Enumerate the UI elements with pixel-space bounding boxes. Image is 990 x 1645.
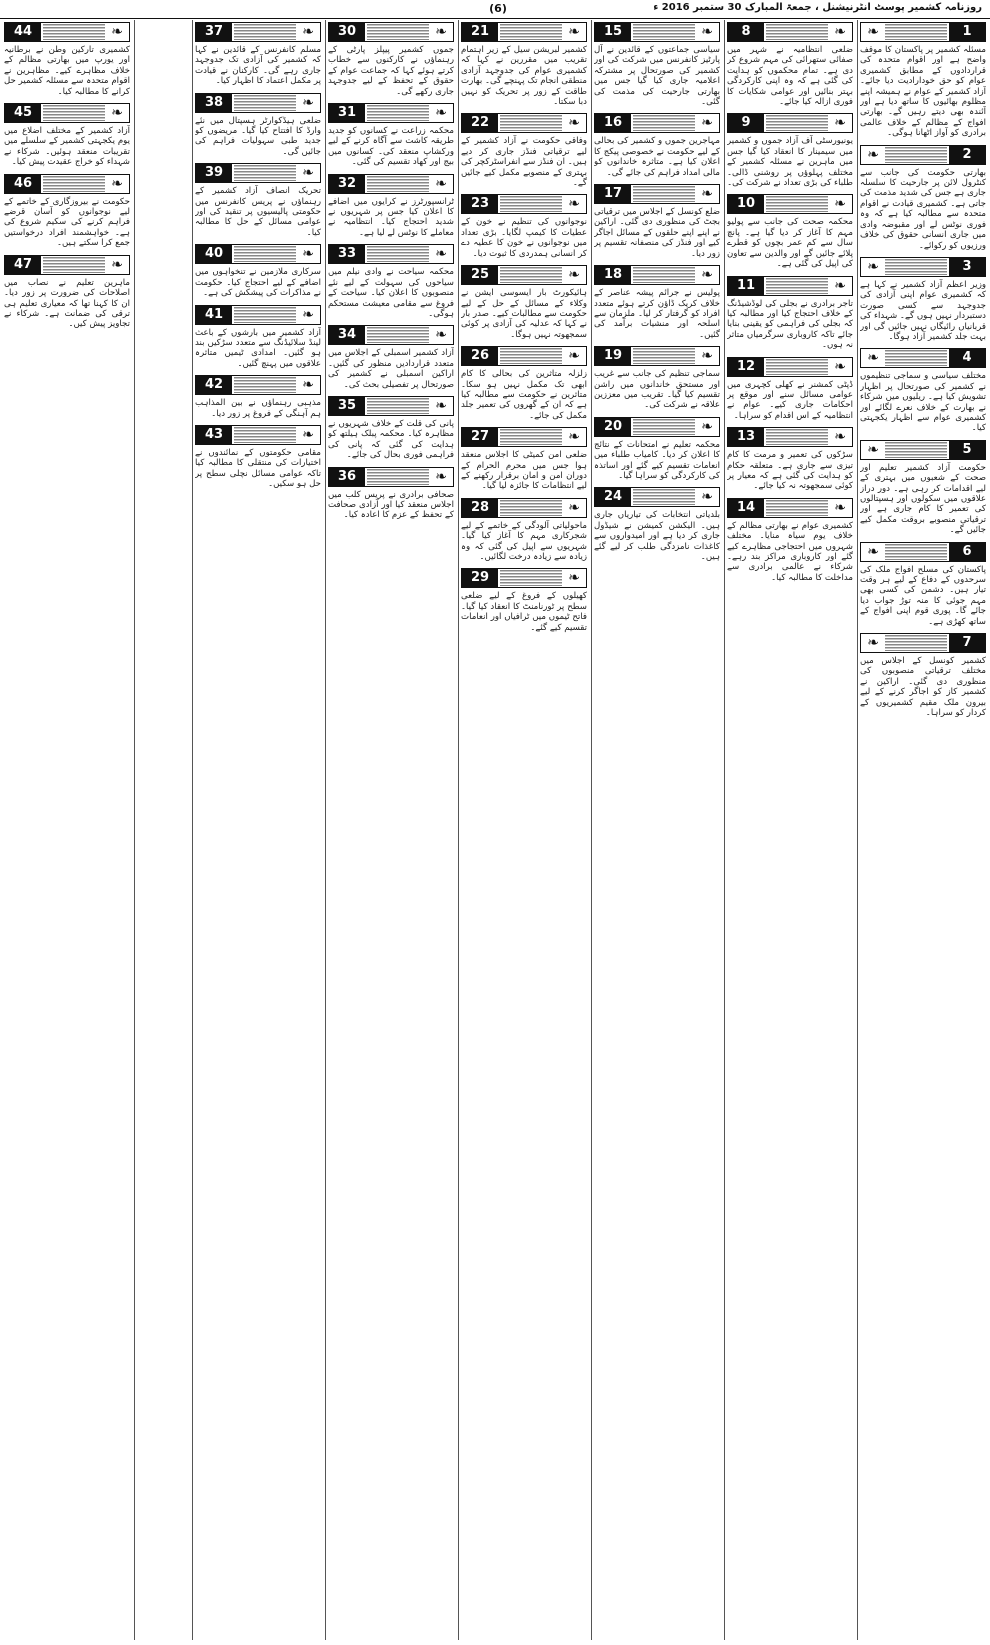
- item-number-banner: [195, 163, 321, 183]
- column-rule: [458, 20, 459, 1640]
- news-item-text: نوجوانوں کی تنظیم نے خون کے عطیات کا کیمپ لگایا۔ بڑی تعداد میں نوجوانوں نے خون کا عطیہ دے کر انسانی ہمدردی کا ثبوت دیا۔: [461, 217, 587, 259]
- news-item-text: کھیلوں کے فروغ کے لیے ضلعی سطح پر ٹورنامنٹ کا انعقاد کیا گیا۔ فاتح ٹیموں میں ٹرافیاں اور انعامات تقسیم کیے گئے۔: [461, 591, 587, 633]
- item-number: 38: [196, 94, 232, 112]
- item-number-banner: [328, 325, 454, 345]
- news-item-text: مسئلہ کشمیر پر پاکستان کا موقف واضح ہے اور اقوام متحدہ کی قراردادوں کے مطابق کشمیری عوام کو حق خودارادیت دیا جائے۔ آزاد کشمیر کے عوام نے ہمیشہ اپنے مظلوم بھائیوں کا ساتھ دیا ہے اور آئندہ بھی دیتے رہیں گے۔ بھارتی افواج کے مظالم کے خلاف عالمی برادری کو آواز اٹھانا ہوگی۔: [860, 45, 986, 139]
- bird-icon: ❧: [568, 429, 580, 446]
- news-item: [594, 22, 720, 107]
- item-number: 30: [329, 23, 365, 41]
- news-item-text: سرکاری ملازمین نے تنخواہوں میں اضافے کے لیے احتجاج کیا۔ حکومت نے مذاکرات کی پیشکش کی ہے۔: [195, 267, 321, 299]
- bird-icon: ❧: [834, 115, 846, 132]
- banner-stripes: [885, 442, 947, 458]
- bird-icon: ❧: [435, 327, 447, 344]
- news-item-text: وفاقی حکومت نے آزاد کشمیر کے لیے ترقیاتی فنڈز جاری کر دیے ہیں۔ ان فنڈز سے انفراسٹرکچر کی بہتری کے منصوبے مکمل کیے جائیں گے۔: [461, 136, 587, 189]
- banner-stripes: [766, 115, 828, 131]
- item-number-banner: [328, 174, 454, 194]
- item-number: 26: [462, 347, 498, 365]
- news-column: [4, 22, 130, 1640]
- news-item: [727, 276, 853, 351]
- news-item: [195, 375, 321, 419]
- banner-stripes: [500, 429, 562, 445]
- news-item-text: ضلعی انتظامیہ نے شہر میں صفائی ستھرائی کی مہم شروع کر دی ہے۔ تمام محکموں کو ہدایت کی گئی ہے کہ وہ اپنی کارکردگی بہتر بنائیں اور عوامی شکایات کا فوری ازالہ کیا جائے۔: [727, 45, 853, 108]
- news-item: [594, 184, 720, 259]
- news-item-text: مہاجرین جموں و کشمیر کی بحالی کے لیے حکومت نے خصوصی پیکج کا اعلان کیا ہے۔ متاثرہ خاندانوں کو مالی امداد فراہم کی جائے گی۔: [594, 136, 720, 178]
- bird-icon: ❧: [568, 267, 580, 284]
- bird-icon: ❧: [867, 24, 879, 40]
- news-item: [461, 194, 587, 259]
- column-rule: [134, 20, 135, 1640]
- item-number: 13: [728, 428, 764, 446]
- item-number: 33: [329, 245, 365, 263]
- item-number: 29: [462, 569, 498, 587]
- item-number: 42: [196, 376, 232, 394]
- item-number: 25: [462, 266, 498, 284]
- bird-icon: ❧: [701, 348, 713, 365]
- column-rule: [192, 20, 193, 1640]
- news-item: [195, 305, 321, 370]
- banner-stripes: [885, 544, 947, 560]
- bird-icon: ❧: [435, 175, 447, 192]
- item-number: 3: [949, 258, 985, 276]
- item-number-banner: [860, 348, 986, 368]
- news-item: [461, 22, 587, 107]
- news-item: [328, 244, 454, 319]
- item-number-banner: [727, 276, 853, 296]
- news-column: [461, 22, 587, 1640]
- banner-stripes: [234, 377, 296, 393]
- item-number: 1: [949, 23, 985, 41]
- item-number: 4: [949, 349, 985, 367]
- news-item: [4, 255, 130, 330]
- news-item-text: محکمہ صحت کی جانب سے پولیو مہم کا آغاز کر دیا گیا ہے۔ پانچ سال سے کم عمر بچوں کو قطرے پلائے جائیں گے اور والدین سے تعاون کی اپیل کی گئی ہے۔: [727, 217, 853, 270]
- item-number: 22: [462, 114, 498, 132]
- item-number: 18: [595, 266, 631, 284]
- bird-icon: ❧: [435, 397, 447, 414]
- news-item-text: تاجر برادری نے بجلی کی لوڈشیڈنگ کے خلاف احتجاج کیا اور مطالبہ کیا کہ بجلی کی فراہمی کو یقینی بنایا جائے تاکہ کاروباری سرگرمیاں متاثر نہ ہوں۔: [727, 298, 853, 351]
- news-item-text: حکومت نے بیروزگاری کے خاتمے کے لیے نوجوانوں کو آسان قرضے فراہم کرنے کی سکیم شروع کی ہے۔ خواہشمند افراد درخواستیں جمع کرا سکتے ہیں۔: [4, 196, 130, 249]
- news-item: [328, 396, 454, 461]
- news-item: [461, 427, 587, 492]
- item-number: 37: [196, 23, 232, 41]
- banner-stripes: [766, 500, 828, 516]
- item-number-banner: [328, 467, 454, 487]
- item-number-banner: [860, 257, 986, 277]
- news-item-text: کشمیر کونسل کے اجلاس میں مختلف ترقیاتی منصوبوں کی منظوری دی گئی۔ اراکین نے کشمیر کاز کو اجاگر کرنے کے لیے بیرون ملک مقیم کشمیریوں کے کردار کو سراہا۔: [860, 656, 986, 719]
- news-item-text: ماہرین تعلیم نے نصاب میں اصلاحات کی ضرورت پر زور دیا۔ ان کا کہنا تھا کہ معیاری تعلیم ہی ترقی کی ضمانت ہے۔ شرکاء نے تجاویز پیش کیں۔: [4, 277, 130, 330]
- news-item: [195, 425, 321, 490]
- item-number-banner: [860, 440, 986, 460]
- news-item: [860, 348, 986, 433]
- item-number-banner: [727, 427, 853, 447]
- item-number-banner: [461, 113, 587, 133]
- banner-stripes: [367, 24, 429, 40]
- banner-stripes: [766, 429, 828, 445]
- banner-stripes: [500, 115, 562, 131]
- news-item-text: یونیورسٹی آف آزاد جموں و کشمیر میں سیمینار کا انعقاد کیا گیا جس میں ماہرین نے مسئلہ کشمیر کے مختلف پہلوؤں پر روشنی ڈالی۔ طلباء کی بڑی تعداد نے شرکت کی۔: [727, 136, 853, 189]
- news-item: [461, 113, 587, 188]
- news-item: [195, 93, 321, 158]
- banner-stripes: [885, 24, 947, 40]
- item-number: 5: [949, 441, 985, 459]
- banner-stripes: [367, 105, 429, 121]
- news-item: [594, 487, 720, 562]
- bird-icon: ❧: [834, 196, 846, 213]
- news-item-text: زلزلہ متاثرین کی بحالی کا کام ابھی تک مکمل نہیں ہو سکا۔ متاثرین نے حکومت سے مطالبہ کیا ہے کہ ان کے گھروں کی تعمیر جلد مکمل کی جائے۔: [461, 369, 587, 421]
- bird-icon: ❧: [701, 24, 713, 40]
- news-item: [461, 568, 587, 633]
- item-number: 40: [196, 245, 232, 263]
- column-rule: [857, 20, 858, 1640]
- bird-icon: ❧: [568, 115, 580, 132]
- news-item: [594, 417, 720, 482]
- item-number-banner: [860, 633, 986, 653]
- news-item-text: پولیس نے جرائم پیشہ عناصر کے خلاف کریک ڈاؤن کرتے ہوئے متعدد افراد کو گرفتار کر لیا۔ ملزمان سے اسلحہ اور منشیات برآمد کی گئیں۔: [594, 288, 720, 340]
- news-item: [195, 22, 321, 87]
- bird-icon: ❧: [302, 94, 314, 111]
- banner-stripes: [633, 115, 695, 131]
- item-number-banner: [195, 244, 321, 264]
- bird-icon: ❧: [435, 24, 447, 40]
- banner-stripes: [367, 246, 429, 262]
- banner-stripes: [500, 500, 562, 516]
- news-item: [727, 357, 853, 422]
- news-item: [727, 427, 853, 492]
- item-number: 32: [329, 175, 365, 193]
- banner-stripes: [234, 24, 296, 40]
- news-column: [328, 22, 454, 1640]
- page-number: (6): [489, 2, 507, 15]
- item-number-banner: [195, 305, 321, 325]
- item-number-banner: [594, 265, 720, 285]
- item-number: 39: [196, 164, 232, 182]
- banner-stripes: [234, 427, 296, 443]
- item-number-banner: [860, 22, 986, 42]
- bird-icon: ❧: [867, 441, 879, 458]
- item-number: 23: [462, 195, 498, 213]
- news-item-text: بلدیاتی انتخابات کی تیاریاں جاری ہیں۔ الیکشن کمیشن نے شیڈول جاری کر دیا ہے اور امیدواروں سے کاغذات نامزدگی طلب کر لیے گئے ہیں۔: [594, 510, 720, 562]
- item-number-banner: [727, 498, 853, 518]
- item-number-banner: [195, 93, 321, 113]
- bird-icon: ❧: [701, 418, 713, 435]
- bird-icon: ❧: [111, 24, 123, 40]
- news-item-text: محکمہ سیاحت نے وادی نیلم میں سیاحوں کی سہولت کے لیے نئے منصوبوں کا اعلان کیا۔ سیاحت کے فروغ سے مقامی معیشت مستحکم ہوگی۔: [328, 267, 454, 319]
- news-item-text: سیاسی جماعتوں کے قائدین نے آل پارٹیز کانفرنس میں شرکت کی اور کشمیر کی صورتحال پر مشترکہ اعلامیہ جاری کیا گیا جس میں بھارتی جارحیت کی مذمت کی گئی۔: [594, 45, 720, 108]
- bird-icon: ❧: [435, 246, 447, 263]
- news-item-text: کشمیری تارکین وطن نے برطانیہ اور یورپ میں بھارتی مظالم کے خلاف مظاہرے کیے۔ مظاہرین نے اقوام متحدہ سے مسئلہ کشمیر حل کرانے کا مطالبہ کیا۔: [4, 45, 130, 97]
- item-number: 7: [949, 634, 985, 652]
- banner-stripes: [766, 359, 828, 375]
- item-number-banner: [461, 194, 587, 214]
- item-number-banner: [328, 22, 454, 42]
- news-item: [727, 194, 853, 269]
- news-item-text: صحافی برادری نے پریس کلب میں اجلاس منعقد کیا اور آزادی صحافت کے تحفظ کے عزم کا اعادہ کیا۔: [328, 489, 454, 521]
- item-number-banner: [461, 265, 587, 285]
- banner-stripes: [766, 196, 828, 212]
- item-number: 21: [462, 23, 498, 41]
- news-item-text: ہائیکورٹ بار ایسوسی ایشن نے وکلاء کے مسائل کے حل کے لیے حکومت سے مطالبات کیے۔ صدر بار نے کہا کہ عدلیہ کی آزادی پر کوئی سمجھوتہ نہیں ہوگا۔: [461, 288, 587, 340]
- item-number-banner: [594, 184, 720, 204]
- news-item: [860, 22, 986, 139]
- item-number: 11: [728, 277, 764, 295]
- news-item-text: محکمہ زراعت نے کسانوں کو جدید طریقہ کاشت سے آگاہ کرنے کے لیے ورکشاپ منعقد کی۔ کسانوں میں بیج اور کھاد تقسیم کی گئی۔: [328, 126, 454, 168]
- news-item: [4, 174, 130, 249]
- banner-stripes: [234, 246, 296, 262]
- item-number-banner: [195, 425, 321, 445]
- item-number-banner: [594, 417, 720, 437]
- news-item: [727, 22, 853, 107]
- banner-stripes: [234, 95, 296, 111]
- bird-icon: ❧: [111, 256, 123, 273]
- banner-stripes: [43, 176, 105, 192]
- news-item: [860, 257, 986, 342]
- item-number: 14: [728, 499, 764, 517]
- item-number-banner: [328, 103, 454, 123]
- news-item: [461, 346, 587, 421]
- news-item-text: ٹرانسپورٹرز نے کرایوں میں اضافے کا اعلان کیا جس پر شہریوں نے شدید احتجاج کیا۔ انتظامیہ نے معاملے کا نوٹس لے لیا ہے۔: [328, 196, 454, 238]
- news-item: [594, 346, 720, 411]
- column-rule: [724, 20, 725, 1640]
- bird-icon: ❧: [867, 258, 879, 275]
- item-number-banner: [727, 22, 853, 42]
- item-number: 12: [728, 358, 764, 376]
- news-item-text: جموں کشمیر پیپلز پارٹی کے رہنماؤں نے کارکنوں سے خطاب کرتے ہوئے کہا کہ جماعت عوام کے حقوق کے تحفظ کے لیے جدوجہد جاری رکھے گی۔: [328, 45, 454, 97]
- column-rule: [591, 20, 592, 1640]
- banner-stripes: [885, 147, 947, 163]
- news-item-text: ضلعی ہیڈکوارٹر ہسپتال میں نئے وارڈ کا افتتاح کیا گیا۔ مریضوں کو جدید طبی سہولیات فراہم کی جائیں گی۔: [195, 115, 321, 157]
- item-number: 35: [329, 397, 365, 415]
- bird-icon: ❧: [302, 426, 314, 443]
- item-number: 43: [196, 426, 232, 444]
- news-item-text: آزاد کشمیر میں بارشوں کے باعث لینڈ سلائیڈنگ سے متعدد سڑکیں بند ہو گئیں۔ امدادی ٹیمیں متاثرہ علاقوں میں پہنچ گئیں۔: [195, 327, 321, 369]
- item-number: 20: [595, 418, 631, 436]
- news-item-text: مقامی حکومتوں کے نمائندوں نے اختیارات کی منتقلی کا مطالبہ کیا تاکہ عوامی مسائل نچلی سطح پر حل ہو سکیں۔: [195, 447, 321, 490]
- news-column: [860, 22, 986, 1640]
- item-number-banner: [461, 427, 587, 447]
- news-item: [328, 325, 454, 390]
- item-number: 41: [196, 306, 232, 324]
- news-item: [328, 174, 454, 239]
- news-item: [860, 542, 986, 627]
- bird-icon: ❧: [701, 489, 713, 506]
- item-number-banner: [594, 113, 720, 133]
- item-number: 16: [595, 114, 631, 132]
- banner-stripes: [633, 267, 695, 283]
- news-item: [461, 265, 587, 340]
- news-column: [594, 22, 720, 1640]
- bird-icon: ❧: [834, 499, 846, 516]
- bird-icon: ❧: [111, 105, 123, 122]
- news-item-text: آزاد کشمیر اسمبلی کے اجلاس میں متعدد قراردادیں منظور کی گئیں۔ اراکین اسمبلی نے کشمیر کی صورتحال پر تفصیلی بحث کی۔: [328, 348, 454, 390]
- item-number: 9: [728, 114, 764, 132]
- banner-stripes: [367, 327, 429, 343]
- item-number-banner: [4, 22, 130, 42]
- item-number: 24: [595, 488, 631, 506]
- news-item-text: کشمیری عوام نے بھارتی مظالم کے خلاف یوم سیاہ منایا۔ مختلف شہروں میں احتجاجی مظاہرے کیے گئے اور کاروباری مراکز بند رہے۔ شرکاء نے عالمی برادری سے مداخلت کا مطالبہ کیا۔: [727, 520, 853, 583]
- column-rule: [325, 20, 326, 1640]
- banner-stripes: [633, 419, 695, 435]
- item-number-banner: [4, 103, 130, 123]
- bird-icon: ❧: [568, 196, 580, 213]
- banner-stripes: [633, 186, 695, 202]
- news-item-text: ڈپٹی کمشنر نے کھلی کچہری میں عوامی مسائل سنے اور موقع پر احکامات جاری کیے۔ عوام نے انتظامیہ کے اس اقدام کو سراہا۔: [727, 379, 853, 421]
- news-item-text: تحریک انصاف آزاد کشمیر کے رہنماؤں نے پریس کانفرنس میں حکومتی پالیسیوں پر تنقید کی اور عوامی مسائل کے حل کا مطالبہ کیا۔: [195, 186, 321, 238]
- bird-icon: ❧: [568, 570, 580, 587]
- banner-stripes: [500, 348, 562, 364]
- bird-icon: ❧: [701, 115, 713, 132]
- news-item-text: ماحولیاتی آلودگی کے خاتمے کے لیے شجرکاری مہم کا آغاز کیا گیا۔ شہریوں سے اپیل کی گئی کہ وہ زیادہ سے زیادہ درخت لگائیں۔: [461, 520, 587, 562]
- banner-stripes: [500, 570, 562, 586]
- bird-icon: ❧: [834, 429, 846, 446]
- news-item: [195, 163, 321, 238]
- bird-icon: ❧: [701, 186, 713, 203]
- bird-icon: ❧: [867, 543, 879, 560]
- bird-icon: ❧: [302, 24, 314, 40]
- news-item-text: مسلم کانفرنس کے قائدین نے کہا کہ کشمیر کی آزادی تک جدوجہد جاری رہے گی۔ کارکنان نے قیادت پر مکمل اعتماد کا اظہار کیا۔: [195, 45, 321, 87]
- item-number-banner: [461, 22, 587, 42]
- bird-icon: ❧: [701, 267, 713, 284]
- news-item-text: سڑکوں کی تعمیر و مرمت کا کام تیزی سے جاری ہے۔ متعلقہ حکام کو ہدایت کی گئی ہے کہ معیار پر کوئی سمجھوتہ نہ کیا جائے۔: [727, 450, 853, 492]
- banner-stripes: [43, 105, 105, 121]
- item-number: 8: [728, 23, 764, 41]
- banner-stripes: [500, 267, 562, 283]
- item-number-banner: [727, 357, 853, 377]
- item-number: 15: [595, 23, 631, 41]
- news-item-text: ضلعی امن کمیٹی کا اجلاس منعقد ہوا جس میں محرم الحرام کے دوران امن و امان برقرار رکھنے کے لیے انتظامات کا جائزہ لیا گیا۔: [461, 450, 587, 492]
- news-item: [860, 440, 986, 536]
- news-item-text: پاکستان کی مسلح افواج ملک کی سرحدوں کے دفاع کے لیے ہر وقت تیار ہیں۔ دشمن کی کسی بھی مہم جوئی کا منہ توڑ جواب دیا جائے گا۔ پوری قوم اپنی افواج کے ساتھ کھڑی ہے۔: [860, 564, 986, 627]
- item-number: 44: [5, 23, 41, 41]
- news-item: [4, 103, 130, 168]
- item-number-banner: [195, 375, 321, 395]
- news-item: [461, 498, 587, 563]
- item-number: 47: [5, 256, 41, 274]
- item-number-banner: [594, 487, 720, 507]
- bird-icon: ❧: [867, 350, 879, 367]
- bird-icon: ❧: [302, 306, 314, 323]
- news-item-text: محکمہ تعلیم نے امتحانات کے نتائج کا اعلان کر دیا۔ کامیاب طلباء میں انعامات تقسیم کیے گئے اور اساتذہ کی کارکردگی کو سراہا گیا۔: [594, 439, 720, 481]
- news-item-text: آزاد کشمیر کے مختلف اضلاع میں یوم یکجہتی کشمیر کے سلسلے میں تقریبات منعقد ہوئیں۔ شرکاء نے شہداء کو خراج عقیدت پیش کیا۔: [4, 126, 130, 168]
- bird-icon: ❧: [435, 468, 447, 485]
- news-column: [727, 22, 853, 1640]
- news-item: [4, 22, 130, 97]
- item-number: 17: [595, 185, 631, 203]
- banner-stripes: [885, 259, 947, 275]
- news-item: [727, 498, 853, 583]
- item-number-banner: [461, 498, 587, 518]
- item-number: 46: [5, 175, 41, 193]
- banner-stripes: [633, 24, 695, 40]
- banner-stripes: [885, 350, 947, 366]
- banner-stripes: [43, 257, 105, 273]
- item-number: 28: [462, 499, 498, 517]
- item-number-banner: [328, 244, 454, 264]
- news-item-text: سماجی تنظیم کی جانب سے غریب اور مستحق خاندانوں میں راشن تقسیم کیا گیا۔ تقریب میں معززین علاقہ نے شرکت کی۔: [594, 369, 720, 411]
- news-item-text: حکومت آزاد کشمیر تعلیم اور صحت کے شعبوں میں بہتری کے لیے اقدامات کر رہی ہے۔ دور دراز علاقوں میں سکولوں اور ہسپتالوں کی تعمیر کا کام جاری ہے اور ترقیاتی منصوبے بروقت مکمل کیے جائیں گے۔: [860, 462, 986, 536]
- item-number: 2: [949, 146, 985, 164]
- banner-stripes: [885, 635, 947, 651]
- item-number: 19: [595, 347, 631, 365]
- bird-icon: ❧: [568, 348, 580, 365]
- item-number: 6: [949, 543, 985, 561]
- item-number-banner: [4, 255, 130, 275]
- item-number: 45: [5, 104, 41, 122]
- news-item: [328, 103, 454, 168]
- news-item: [860, 633, 986, 718]
- banner-stripes: [367, 398, 429, 414]
- bird-icon: ❧: [568, 24, 580, 40]
- news-item: [594, 113, 720, 178]
- news-column: [195, 22, 321, 1640]
- bird-icon: ❧: [302, 377, 314, 394]
- news-item-text: پانی کی قلت کے خلاف شہریوں نے مظاہرہ کیا۔ محکمہ پبلک ہیلتھ کو ہدایت کی گئی کہ پانی کی فراہمی فوری بحال کی جائے۔: [328, 418, 454, 461]
- banner-stripes: [633, 348, 695, 364]
- banner-stripes: [367, 176, 429, 192]
- page-header: [0, 0, 990, 19]
- bird-icon: ❧: [111, 175, 123, 192]
- news-item-text: کشمیر لبریشن سیل کے زیر اہتمام تقریب میں مقررین نے کہا کہ کشمیری عوام کی جدوجہد آزادی منطقی انجام تک پہنچے گی۔ بھارت طاقت کے زور پر تحریک کو نہیں دبا سکتا۔: [461, 45, 587, 108]
- banner-stripes: [500, 24, 562, 40]
- news-item: [328, 467, 454, 521]
- bird-icon: ❧: [834, 277, 846, 294]
- item-number: 36: [329, 468, 365, 486]
- item-number: 10: [728, 195, 764, 213]
- item-number-banner: [727, 194, 853, 214]
- news-item: [727, 113, 853, 188]
- bird-icon: ❧: [867, 635, 879, 652]
- item-number-banner: [860, 145, 986, 165]
- item-number-banner: [727, 113, 853, 133]
- banner-stripes: [234, 165, 296, 181]
- item-number-banner: [594, 22, 720, 42]
- item-number: 34: [329, 326, 365, 344]
- item-number: 27: [462, 428, 498, 446]
- item-number-banner: [461, 346, 587, 366]
- bird-icon: ❧: [867, 146, 879, 163]
- masthead-dateline: روزنامہ کشمیر پوسٹ انٹرنیشنل ، جمعۃ المبارک 30 ستمبر 2016 ء: [653, 2, 982, 13]
- bird-icon: ❧: [568, 499, 580, 516]
- news-item-text: مذہبی رہنماؤں نے بین المذاہب ہم آہنگی کے فروغ پر زور دیا۔: [195, 398, 321, 419]
- news-item: [195, 244, 321, 298]
- item-number-banner: [594, 346, 720, 366]
- news-item: [328, 22, 454, 97]
- bird-icon: ❧: [435, 105, 447, 122]
- banner-stripes: [234, 307, 296, 323]
- banner-stripes: [766, 278, 828, 294]
- news-item-text: ضلع کونسل کے اجلاس میں ترقیاتی بجٹ کی منظوری دی گئی۔ اراکین نے اپنے اپنے حلقوں کے مسائل اجاگر کیے اور فنڈز کی منصفانہ تقسیم پر زور دیا۔: [594, 207, 720, 259]
- item-number-banner: [4, 174, 130, 194]
- bird-icon: ❧: [302, 165, 314, 182]
- banner-stripes: [766, 24, 828, 40]
- news-item-text: بھارتی حکومت کی جانب سے کنٹرول لائن پر جارحیت کا سلسلہ جاری ہے جس کی شدید مذمت کی جاتی ہے۔ کشمیری قیادت نے اقوام متحدہ سے مطالبہ کیا ہے کہ وہ فوری نوٹس لے اور مقبوضہ وادی میں جاری انسانی حقوق کی خلاف ورزیوں کو رکوائے۔: [860, 167, 986, 251]
- item-number: 31: [329, 104, 365, 122]
- item-number-banner: [461, 568, 587, 588]
- banner-stripes: [500, 196, 562, 212]
- news-item-text: وزیر اعظم آزاد کشمیر نے کہا ہے کہ کشمیری عوام اپنی آزادی کی جدوجہد سے کسی صورت دستبردار نہیں ہوں گے۔ شہداء کی قربانیاں رائیگاں نہیں جائیں گی اور بہت جلد کشمیر آزاد ہوگا۔: [860, 279, 986, 342]
- item-number-banner: [195, 22, 321, 42]
- item-number-banner: [860, 542, 986, 562]
- banner-stripes: [367, 469, 429, 485]
- bird-icon: ❧: [834, 24, 846, 40]
- item-number-banner: [328, 396, 454, 416]
- banner-stripes: [633, 489, 695, 505]
- news-item-text: مختلف سیاسی و سماجی تنظیموں نے کشمیر کی صورتحال پر اظہار تشویش کیا ہے۔ ریلیوں میں شرکاء نے بھارت کے خلاف نعرے لگائے اور کشمیری عوام سے اظہار یکجہتی کیا۔: [860, 371, 986, 434]
- bird-icon: ❧: [302, 246, 314, 263]
- banner-stripes: [43, 24, 105, 40]
- bird-icon: ❧: [834, 358, 846, 375]
- news-item: [594, 265, 720, 340]
- news-item: [860, 145, 986, 251]
